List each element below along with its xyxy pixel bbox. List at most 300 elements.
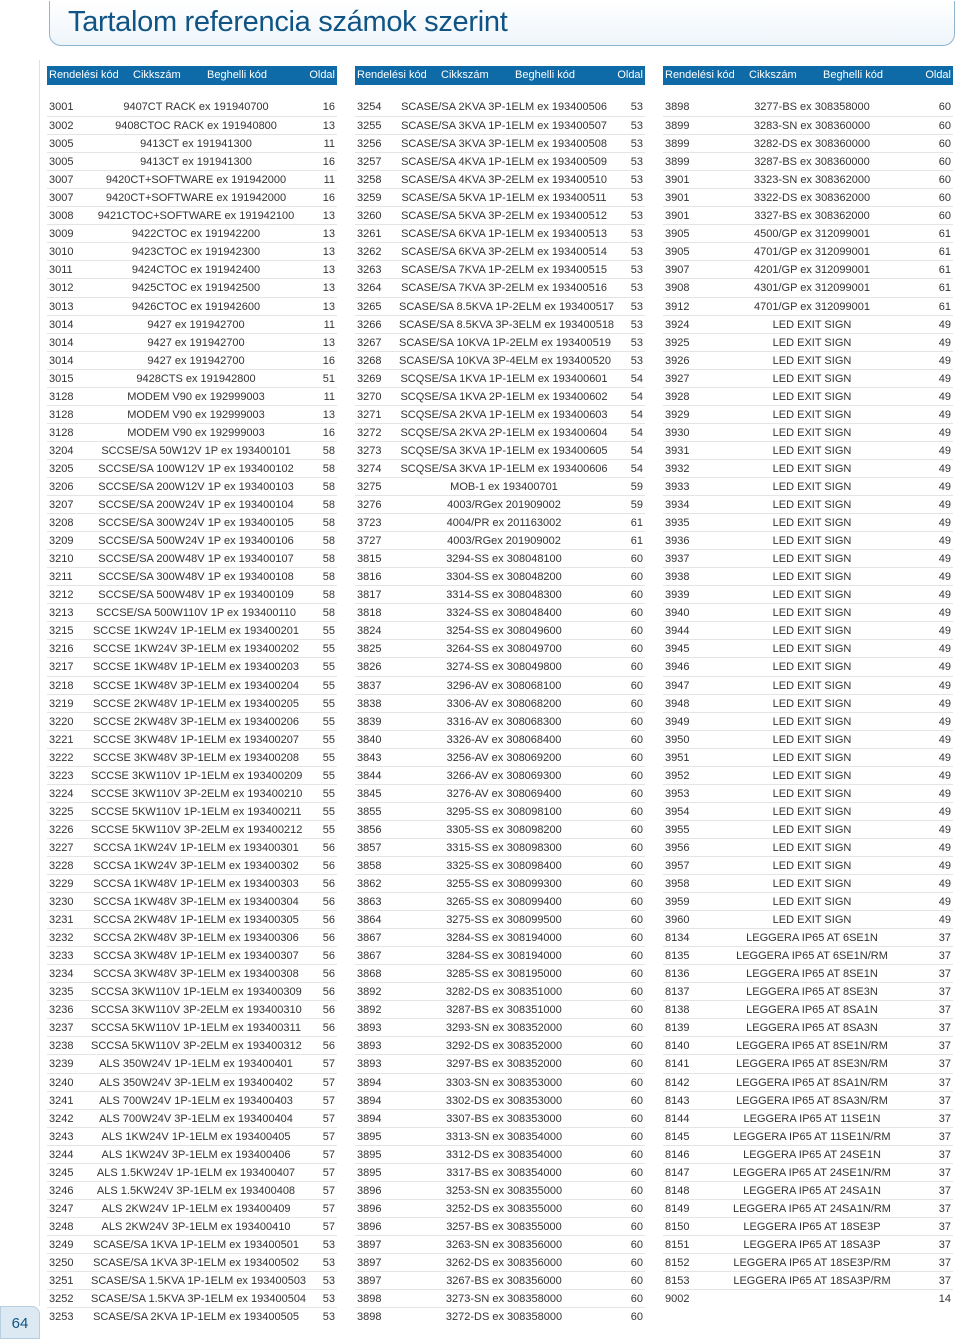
row-item: 4701/GP ex 312099001	[753, 300, 870, 313]
row-page: 49	[938, 426, 951, 439]
table-row	[663, 784, 953, 802]
table-row	[663, 1271, 953, 1289]
table-row	[47, 351, 337, 369]
row-item: LED EXIT SIGN	[772, 679, 852, 692]
row-page: 56	[322, 932, 335, 945]
row-item: 9407CT RACK ex 191940700	[123, 101, 269, 113]
row-code: 3228	[49, 859, 74, 872]
row-code: 3244	[49, 1148, 74, 1161]
table-row	[663, 405, 953, 423]
header-page: Oldal	[925, 69, 951, 81]
row-page: 60	[630, 1058, 643, 1071]
row-item: LED EXIT SIGN	[772, 444, 852, 457]
row-page: 16	[322, 354, 335, 367]
table-row	[355, 892, 645, 910]
row-page: 49	[938, 787, 951, 800]
row-code: 3229	[49, 878, 74, 891]
table-row	[663, 946, 953, 964]
row-page: 49	[938, 336, 951, 349]
row-page: 60	[630, 751, 643, 764]
table-row	[663, 964, 953, 982]
row-code: 3899	[665, 156, 690, 169]
row-code: 3257	[357, 156, 382, 169]
table-row	[47, 531, 337, 549]
row-page: 55	[322, 625, 335, 638]
row-page: 60	[630, 1257, 643, 1269]
row-code: 3864	[357, 914, 382, 927]
row-code: 3897	[357, 1238, 382, 1251]
table-row	[355, 1289, 645, 1307]
table-row	[663, 694, 953, 712]
table-row	[663, 423, 953, 441]
row-page: 37	[938, 1220, 951, 1233]
row-item: 3313-SN ex 308354000	[445, 1130, 563, 1143]
row-page: 11	[323, 174, 335, 187]
row-code: 3275	[357, 480, 382, 493]
row-item: 3312-DS ex 308354000	[445, 1148, 563, 1161]
row-page: 11	[323, 138, 335, 151]
row-item: SCCSE 3KW48V 1P-1ELM ex 193400207	[92, 733, 300, 746]
row-code: 3950	[665, 733, 690, 746]
row-page: 61	[630, 535, 643, 548]
table-row	[355, 1181, 645, 1199]
row-item: LEGGERA IP65 AT 18SA3P	[743, 1238, 881, 1251]
row-code: 3895	[357, 1130, 382, 1143]
row-code: 3949	[665, 715, 690, 728]
reference-column-1	[47, 66, 337, 1325]
row-code: 8143	[665, 1094, 690, 1107]
row-code: 3816	[357, 571, 382, 584]
row-page: 56	[322, 1004, 335, 1017]
row-item: SCCSE/SA 500W110V 1P ex 193400110	[96, 607, 296, 620]
table-row	[47, 260, 337, 278]
row-code: 3265	[357, 300, 382, 313]
header-item: Cikkszám	[749, 69, 797, 81]
row-page: 49	[938, 715, 951, 728]
row-item: SCCSE 2KW48V 1P-1ELM ex 193400205	[92, 697, 300, 710]
row-item: SCASE/SA 6KVA 1P-1ELM ex 193400513	[401, 228, 607, 241]
row-code: 3225	[49, 805, 74, 818]
row-page: 53	[630, 336, 643, 349]
table-row	[355, 170, 645, 188]
row-page: 60	[630, 1311, 643, 1324]
table-row	[663, 134, 953, 152]
row-item: LED EXIT SIGN	[772, 517, 852, 530]
row-code: 8136	[665, 968, 690, 981]
row-code: 3268	[357, 354, 382, 367]
row-item: LED EXIT SIGN	[772, 372, 852, 385]
row-item: 3323-SN ex 308362000	[753, 174, 871, 187]
row-code: 3012	[49, 282, 74, 295]
row-code: 3934	[665, 499, 690, 512]
header-code: Rendelési kód	[665, 69, 735, 81]
row-page: 57	[322, 1184, 335, 1197]
row-page: 37	[938, 968, 951, 981]
row-code: 3815	[357, 553, 382, 566]
row-code: 3727	[357, 535, 382, 548]
row-page: 37	[938, 1202, 951, 1215]
table-row	[47, 621, 337, 639]
table-row	[47, 1145, 337, 1163]
table-row	[663, 477, 953, 495]
row-code: 3272	[357, 426, 382, 439]
table-row	[663, 188, 953, 206]
row-item: LED EXIT SIGN	[772, 859, 852, 872]
row-item: LED EXIT SIGN	[772, 336, 852, 349]
row-item: 3325-SS ex 308098400	[446, 859, 562, 872]
row-item: 3275-SS ex 308099500	[446, 914, 562, 927]
table-row	[47, 549, 337, 567]
row-item: ALS 2KW24V 1P-1ELM ex 193400409	[101, 1202, 291, 1215]
row-item: SCCSE/SA 100W12V 1P ex 193400102	[98, 462, 294, 475]
row-item: 3324-SS ex 308048400	[446, 607, 562, 620]
row-item: LEGGERA IP65 AT 8SE3N/RM	[736, 1058, 888, 1071]
row-item: SCCSA 3KW48V 3P-1ELM ex 193400308	[93, 968, 299, 981]
row-page: 60	[630, 914, 643, 927]
row-page: 49	[938, 733, 951, 746]
row-code: 3893	[357, 1040, 382, 1053]
table-row	[355, 1199, 645, 1217]
row-item: LED EXIT SIGN	[772, 769, 852, 782]
row-item: SCCSA 3KW110V 3P-2ELM ex 193400310	[91, 1004, 302, 1017]
table-rows	[47, 98, 337, 1325]
row-item: SCCSE 3KW110V 1P-1ELM ex 193400209	[91, 769, 303, 782]
table-row	[663, 170, 953, 188]
row-item: SCCSE/SA 500W24V 1P ex 193400106	[98, 535, 294, 548]
row-code: 3905	[665, 246, 690, 259]
table-row	[355, 639, 645, 657]
table-row	[47, 856, 337, 874]
row-item: SCCSE 3KW48V 3P-1ELM ex 193400208	[92, 751, 300, 764]
row-item: LED EXIT SIGN	[772, 318, 852, 331]
row-item: LEGGERA IP65 AT 8SA3N	[746, 1022, 878, 1035]
row-page: 53	[630, 246, 643, 259]
row-code: 3276	[357, 499, 382, 512]
row-item: 3273-SN ex 308358000	[445, 1293, 563, 1306]
row-page: 13	[322, 408, 335, 421]
row-code: 3898	[665, 101, 690, 113]
row-item: 3317-BS ex 308354000	[446, 1166, 562, 1179]
row-item: SCCSE 3KW110V 3P-2ELM ex 193400210	[91, 787, 303, 800]
row-code: 3233	[49, 950, 74, 963]
table-row	[47, 405, 337, 423]
row-item: 3306-AV ex 308068200	[446, 697, 562, 710]
table-row	[355, 513, 645, 531]
row-page: 49	[938, 589, 951, 602]
table-row	[47, 477, 337, 495]
row-page: 37	[938, 950, 951, 963]
table-row	[663, 730, 953, 748]
row-code: 3204	[49, 444, 74, 457]
row-item: MODEM V90 ex 192999003	[127, 426, 265, 439]
row-code: 3896	[357, 1220, 382, 1233]
row-item: SCCSE/SA 300W48V 1P ex 193400108	[98, 571, 294, 584]
row-item: 3294-SS ex 308048100	[446, 553, 562, 566]
table-row	[47, 206, 337, 224]
row-item: ALS 350W24V 3P-1ELM ex 193400402	[99, 1076, 293, 1089]
row-item: LED EXIT SIGN	[772, 787, 852, 800]
row-item: LEGGERA IP65 AT 24SE1N/RM	[733, 1166, 891, 1179]
column-header	[47, 66, 337, 85]
table-row	[663, 1163, 953, 1181]
row-code: 3253	[49, 1311, 74, 1324]
row-code: 3262	[357, 246, 382, 259]
row-page: 60	[630, 697, 643, 710]
row-item: 9426CTOC ex 191942600	[131, 300, 261, 313]
row-page: 37	[938, 1076, 951, 1089]
row-code: 3227	[49, 841, 74, 854]
row-item: 3264-SS ex 308049700	[446, 643, 562, 656]
row-page: 54	[630, 390, 643, 403]
row-page: 58	[322, 480, 335, 493]
table-row	[663, 585, 953, 603]
row-code: 3867	[357, 950, 382, 963]
row-code: 3931	[665, 444, 690, 457]
row-code: 3234	[49, 968, 74, 981]
row-item: 3262-DS ex 308356000	[445, 1257, 563, 1269]
table-row	[355, 1217, 645, 1235]
row-code: 3957	[665, 859, 690, 872]
row-code: 3899	[665, 138, 690, 151]
row-code: 3240	[49, 1076, 74, 1089]
side-divider	[39, 60, 40, 1306]
row-page: 56	[322, 878, 335, 891]
table-row	[355, 1036, 645, 1054]
table-row	[47, 297, 337, 315]
row-code: 3892	[357, 986, 382, 999]
row-code: 3844	[357, 769, 382, 782]
row-page: 49	[938, 318, 951, 331]
table-row	[355, 928, 645, 946]
row-page: 60	[630, 841, 643, 854]
reference-column-3	[663, 66, 953, 1307]
row-page: 61	[630, 517, 643, 530]
row-item: SCCSA 3KW110V 1P-1ELM ex 193400309	[91, 986, 302, 999]
column-header	[355, 66, 645, 85]
table-row	[663, 1054, 953, 1072]
row-code: 3014	[49, 318, 74, 331]
row-code: 3958	[665, 878, 690, 891]
row-page: 57	[322, 1148, 335, 1161]
table-row	[355, 856, 645, 874]
row-page: 55	[322, 751, 335, 764]
row-page: 60	[938, 101, 951, 113]
table-row	[355, 784, 645, 802]
row-item: 9420CT+SOFTWARE ex 191942000	[105, 174, 287, 187]
row-item: SCASE/SA 3KVA 1P-1ELM ex 193400507	[401, 120, 607, 133]
row-code: 3898	[357, 1311, 382, 1324]
table-row	[47, 1109, 337, 1127]
table-row	[355, 982, 645, 1000]
row-code: 3236	[49, 1004, 74, 1017]
row-item: SCASE/SA 8.5KVA 3P-3ELM ex 193400518	[399, 318, 615, 331]
row-page: 60	[630, 661, 643, 674]
row-item: 9408CTOC RACK ex 191940800	[115, 120, 277, 133]
table-row	[47, 170, 337, 188]
row-item: LEGGERA IP65 AT 8SA1N	[746, 1004, 878, 1017]
row-code: 3266	[357, 318, 382, 331]
row-code: 3206	[49, 480, 74, 493]
row-page: 57	[322, 1220, 335, 1233]
row-item: ALS 700W24V 3P-1ELM ex 193400404	[99, 1112, 293, 1125]
row-code: 3212	[49, 589, 74, 602]
row-item: LEGGERA IP65 AT 8SA1N/RM	[736, 1076, 888, 1089]
row-item: SCCSA 2KW48V 3P-1ELM ex 193400306	[93, 932, 299, 945]
row-page: 57	[322, 1202, 335, 1215]
table-row	[355, 874, 645, 892]
row-page: 56	[322, 950, 335, 963]
row-item: SCCSE 2KW48V 3P-1ELM ex 193400206	[92, 715, 300, 728]
row-code: 8134	[665, 932, 690, 945]
row-page: 49	[938, 517, 951, 530]
row-page: 54	[630, 408, 643, 421]
row-code: 3211	[49, 571, 73, 584]
row-code: 3246	[49, 1184, 74, 1197]
row-item: 3302-DS ex 308353000	[445, 1094, 563, 1107]
row-code: 3953	[665, 787, 690, 800]
row-item: SCCSA 5KW110V 1P-1ELM ex 193400311	[91, 1022, 301, 1035]
table-row	[355, 459, 645, 477]
table-row	[47, 441, 337, 459]
header-page: Oldal	[617, 69, 643, 81]
row-item: 3282-DS ex 308351000	[445, 986, 563, 999]
table-row	[47, 730, 337, 748]
row-page: 60	[630, 1238, 643, 1251]
table-row	[47, 134, 337, 152]
row-item: 4004/PR ex 201163002	[446, 517, 562, 530]
row-page: 61	[938, 246, 951, 259]
row-item: LEGGERA IP65 AT 18SE3P/RM	[733, 1257, 891, 1269]
row-page: 60	[630, 715, 643, 728]
table-row	[47, 838, 337, 856]
table-row	[355, 134, 645, 152]
row-code: 3261	[357, 228, 382, 241]
row-page: 60	[630, 1293, 643, 1306]
row-page: 53	[630, 120, 643, 133]
row-item: SCASE/SA 1KVA 1P-1ELM ex 193400501	[93, 1238, 299, 1251]
row-page: 54	[630, 462, 643, 475]
row-item: SCCSE/SA 200W24V 1P ex 193400104	[98, 499, 294, 512]
table-row	[663, 567, 953, 585]
row-code: 8147	[665, 1166, 690, 1179]
table-row	[47, 333, 337, 351]
row-code: 3956	[665, 841, 690, 854]
table-row	[663, 1036, 953, 1054]
row-page: 55	[322, 679, 335, 692]
row-item: 3255-SS ex 308099300	[446, 878, 562, 891]
row-item: 3307-BS ex 308353000	[446, 1112, 562, 1125]
table-row	[47, 1127, 337, 1145]
row-item: LED EXIT SIGN	[772, 553, 852, 566]
row-code: 3907	[665, 264, 690, 277]
row-code: 3929	[665, 408, 690, 421]
row-item: 3267-BS ex 308356000	[446, 1275, 562, 1288]
row-page: 53	[630, 156, 643, 169]
row-page: 37	[938, 932, 951, 945]
table-row	[663, 1217, 953, 1235]
row-page: 37	[938, 1238, 951, 1251]
table-row	[663, 748, 953, 766]
row-code: 3215	[49, 625, 74, 638]
row-code: 3825	[357, 643, 382, 656]
row-code: 3947	[665, 679, 690, 692]
row-page: 58	[322, 462, 335, 475]
row-code: 3840	[357, 733, 382, 746]
row-code: 3951	[665, 751, 690, 764]
row-page: 60	[938, 120, 951, 133]
table-row	[47, 1036, 337, 1054]
row-item: SCQSE/SA 3KVA 1P-1ELM ex 193400606	[400, 462, 608, 475]
row-code: 3948	[665, 697, 690, 710]
table-row	[355, 495, 645, 513]
table-row	[47, 657, 337, 675]
table-row	[663, 459, 953, 477]
row-code: 3896	[357, 1202, 382, 1215]
row-code: 3226	[49, 823, 74, 836]
table-row	[663, 856, 953, 874]
row-page: 13	[322, 120, 335, 133]
table-row	[355, 838, 645, 856]
header-code: Rendelési kód	[49, 69, 119, 81]
row-page: 60	[630, 787, 643, 800]
row-item: SCASE/SA 2KVA 3P-1ELM ex 193400506	[401, 101, 607, 113]
table-row	[663, 639, 953, 657]
row-page: 60	[630, 1184, 643, 1197]
row-code: 3216	[49, 643, 74, 656]
row-code: 3251	[49, 1275, 74, 1288]
row-item: 3285-SS ex 308195000	[446, 968, 562, 981]
row-item: 3253-SN ex 308355000	[445, 1184, 563, 1197]
table-row	[663, 224, 953, 242]
table-row	[355, 730, 645, 748]
row-item: SCCSE/SA 200W48V 1P ex 193400107	[98, 553, 294, 566]
row-code: 3219	[49, 697, 74, 710]
row-item: LEGGERA IP65 AT 18SE3P	[743, 1220, 881, 1233]
row-code: 3243	[49, 1130, 74, 1143]
row-item: 9413CT ex 191941300	[140, 156, 252, 169]
table-row	[355, 1163, 645, 1181]
row-item: 3266-AV ex 308069300	[446, 769, 562, 782]
table-row	[355, 567, 645, 585]
row-item: ALS 1KW24V 3P-1ELM ex 193400406	[101, 1148, 291, 1161]
table-row	[663, 802, 953, 820]
row-item: ALS 2KW24V 3P-1ELM ex 193400410	[101, 1220, 291, 1233]
table-row	[47, 1000, 337, 1018]
row-item: LED EXIT SIGN	[772, 751, 852, 764]
row-page: 57	[322, 1058, 335, 1071]
row-page: 49	[938, 823, 951, 836]
row-page: 55	[322, 805, 335, 818]
table-row	[663, 1073, 953, 1091]
row-item: 3322-DS ex 308362000	[753, 192, 871, 205]
row-item: LED EXIT SIGN	[772, 878, 852, 891]
row-item: SCQSE/SA 2KVA 1P-1ELM ex 193400603	[400, 408, 608, 421]
row-code: 3005	[49, 138, 74, 151]
row-item: SCCSA 1KW24V 3P-1ELM ex 193400302	[93, 859, 299, 872]
row-item: 3296-AV ex 308068100	[446, 679, 562, 692]
row-code: 3838	[357, 697, 382, 710]
row-item: 9427 ex 191942700	[147, 354, 245, 367]
table-row	[355, 1073, 645, 1091]
row-page: 49	[938, 499, 951, 512]
row-code: 3912	[665, 300, 690, 313]
row-page: 49	[938, 769, 951, 782]
table-row	[47, 567, 337, 585]
row-code: 3892	[357, 1004, 382, 1017]
row-code: 3271	[357, 408, 382, 421]
table-row	[47, 676, 337, 694]
row-page: 51	[322, 372, 335, 385]
